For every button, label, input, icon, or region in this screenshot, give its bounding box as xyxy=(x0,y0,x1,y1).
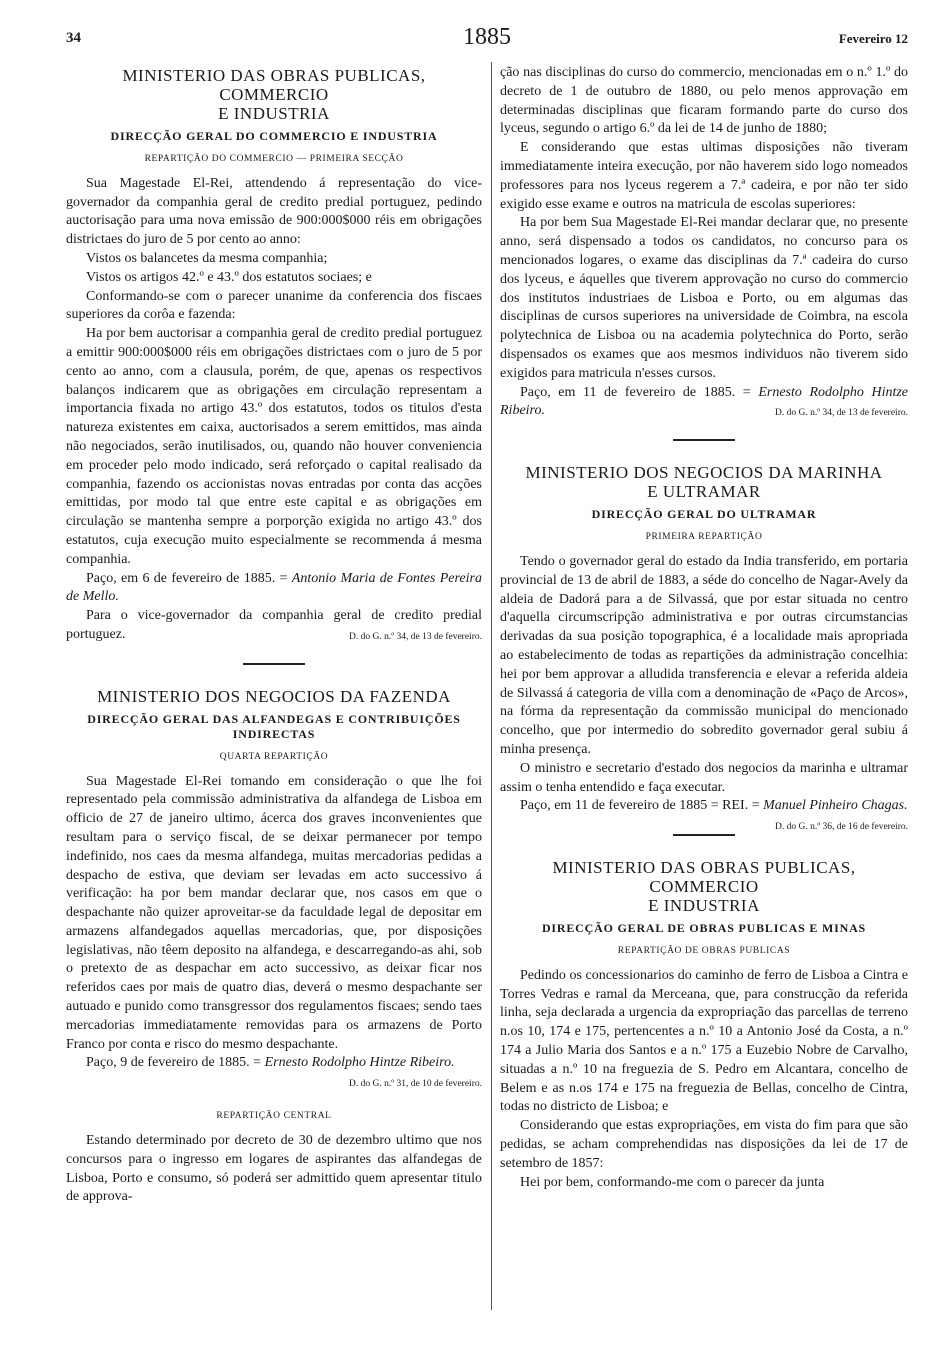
paragraph: E considerando que estas ultimas disposições não tiveram immediatamente inteira execução, por não haverem sido logo nomeados professores para nos lyceus regerem a 7.ª cadeira, e por não ter sido exigido esse exame e outros na matricula de escolas superiores: xyxy=(500,140,908,212)
page-year: 1885 xyxy=(463,24,511,50)
paragraph: Estando determinado por decreto de 30 de dezembro ultimo que nos concursos para o ingresso em logares de aspirantes das alfandegas de Lisboa, Porto e consumo, só poderá ser admittido quem apresentar titulo de approva- xyxy=(66,1133,482,1205)
signature-line: Paço, 9 de fevereiro de 1885. = Ernesto Rodolpho Hintze Ribeiro. D. do G. n.º 31, de 10 de fevereiro. xyxy=(66,1054,482,1073)
section-separator xyxy=(243,663,305,665)
left-column xyxy=(66,64,482,1207)
source-citation: D. do G. n.º 34, de 13 de fevereiro. xyxy=(348,631,482,642)
ministry-heading: MINISTERIO DOS NEGOCIOS DA MARINHA E ULTRAMAR xyxy=(525,463,883,502)
source-citation: D. do G. n.º 36, de 16 de fevereiro. xyxy=(774,822,908,833)
signature-line: Paço, em 6 de fevereiro de 1885. = Antonio Maria de Fontes Pereira de Mello. xyxy=(66,570,482,605)
paragraph: Considerando que estas expropriações, em vista do fim para que são pedidas, se acham comprehendidas nas disposições da lei de 17 de setembro de 1857: xyxy=(500,1118,908,1171)
signature-line: Paço, em 11 de fevereiro de 1885 = REI. = Manuel Pinheiro Chagas. D. do G. n.º 36, de 16 de fevereiro. xyxy=(500,797,908,816)
paragraph: Ha por bem auctorisar a companhia geral de credito predial portuguez a emittir 900:000$000 réis em obrigações districtaes com o juro de 5 por cento ao anno, com a clausula, porém, de que, apenas os respectivos balanços indicarem que as obrigações em circulação representam a importancia fixada no artigo 43.º dos estatutos, todos os titulos d'esta natureza existentes em caixa, auctorisados a serem emittidos, mas ainda não negociados, serão inutilisados, ou, quando não houver conveniencia em proceder pelo modo indicado, será reforçado o capital realisado da companhia, fazendo os accionistas novas entradas por conta das acções emittidas, por modo tal que entre este capital e as obrigações em circulação se mantenha sempre a porporção exigida no artigo 43.º dos estatutos, cuja execução muito especialmente se recommenda á mesma companhia. xyxy=(66,326,482,567)
repartition-heading: PRIMEIRA REPARTIÇÃO xyxy=(645,532,763,543)
paragraph: Tendo o governador geral do estado da India transferido, em portaria provincial de 13 de abril de 1883, a séde do concelho de Nagar-Avely da aldeia de Dadorá para a de Silvassá, que por estar situada no centro d'aquella circumscripção administrativa e por outras circumstancias derivadas da sua posição topographica, é a localidade mais apropriada ao estabelecimento de todas as repartições da administração concelhia: hei por bem approvar a alludida transferencia e elevar a referida aldeia de Silvassá á categoria de villa com a denominação de «Paço de Arcos», na fórma da representação da commissão municipal do mencionado concelho, que por intermedio do sobredito governador geral subiu á minha presença. xyxy=(500,553,908,757)
paragraph: Vistos os balancetes da mesma companhia; xyxy=(86,250,328,266)
direccao-heading: DIRECÇÃO GERAL DE OBRAS PUBLICAS E MINAS xyxy=(541,921,867,936)
source-citation: D. do G. n.º 34, de 13 de fevereiro. xyxy=(774,408,908,419)
repartition-heading: REPARTIÇÃO DE OBRAS PUBLICAS xyxy=(617,946,791,957)
direccao-heading: DIRECÇÃO GERAL DO COMMERCIO E INDUSTRIA xyxy=(110,129,438,143)
paragraph: ção nas disciplinas do curso do commercio, mencionadas em o n.º 1.º do decreto de 1 de outubro de 1880, ou pelo menos approvação em determinadas disciplinas que ficaram formando parte do curso dos lyceus, segundo o artigo 6.º da lei de 14 de junho de 1880; xyxy=(500,65,908,137)
section-separator xyxy=(673,834,735,836)
paragraph: O ministro e secretario d'estado dos negocios da marinha e ultramar assim o tenha entendido e faça executar. xyxy=(500,760,908,795)
paragraph: Conformando-se com o parecer unanime da conferencia dos fiscaes superiores da corôa e fazenda: xyxy=(66,288,482,323)
ministry-heading: MINISTERIO DAS OBRAS PUBLICAS, COMMERCIO E INDUSTRIA xyxy=(552,858,856,916)
paragraph: Pedindo os concessionarios do caminho de ferro de Lisboa a Cintra e Torres Vedras e ramal da Merceana, que, para construcção da referida linha, seja declarada a urgencia da expropriação das parcellas de terreno n.os 10, 174 e 175, pertencentes a n.º 10 a Antonio José da Costa, a n.º 174 a Julio Maria dos Santos e a n.º 175 a Euzebio Nobre de Carvalho, situadas a n.º 10 na freguezia de S. Pedro em Alcantara, concelho de Belem e as n.os 174 e 175 na freguezia de Bellas, concelho de Cintra, todas no districto de Lisboa; e xyxy=(500,967,908,1115)
page-number: 34 xyxy=(66,30,81,46)
paragraph: Para o vice-governador da companhia geral de credito predial portuguez. D. do G. n.º 34, de 13 de fevereiro. xyxy=(66,607,482,645)
right-column xyxy=(500,64,908,1192)
column-divider xyxy=(491,62,492,1310)
page-date: Fevereiro 12 xyxy=(838,31,908,46)
paragraph: Ha por bem Sua Magestade El-Rei mandar declarar que, no presente anno, será dispensado a todos os candidatos, no concurso para os mencionados logares, o exame das disciplinas da 7.ª cadeira do curso dos lyceus, e áquelles que tiverem approvação no curso do commercio dos institutos industriaes de Lisboa e Porto, ou em algumas das disciplinas de cursos superiores na universidade de Coimbra, na escola polytechnica de Lisboa ou na academia polytechnica do Porto, serão dispensados os exames que aos mesmos individuos não tiverem sido exigidos para matricula n'esses cursos. xyxy=(500,215,908,381)
source-citation: D. do G. n.º 31, de 10 de fevereiro. xyxy=(348,1079,482,1090)
section-separator xyxy=(673,439,735,441)
repartition-heading: QUARTA REPARTIÇÃO xyxy=(219,751,329,762)
direccao-heading: DIRECÇÃO GERAL DO ULTRAMAR xyxy=(591,507,817,522)
paragraph: Hei por bem, conformando-me com o parecer da junta xyxy=(520,1174,825,1190)
direccao-heading: DIRECÇÃO GERAL DAS ALFANDEGAS E CONTRIBUIÇÕES INDIRECTAS xyxy=(87,711,461,741)
paragraph: Vistos os artigos 42.º e 43.º dos estatutos sociaes; e xyxy=(86,269,372,285)
repartition-heading: REPARTIÇÃO CENTRAL xyxy=(216,1111,332,1122)
page-header xyxy=(66,24,908,54)
paragraph: Sua Magestade El-Rei, attendendo á representação do vice-governador da companhia geral de credito predial portuguez, pedindo auctorisação para uma nova emissão de 900:000$000 réis em obrigações districtaes do juro de 5 por cento ao anno: xyxy=(66,175,482,248)
repartition-heading: REPARTIÇÃO DO COMMERCIO — PRIMEIRA SECÇÃO xyxy=(144,154,404,164)
ministry-heading: MINISTERIO DOS NEGOCIOS DA FAZENDA xyxy=(97,686,451,706)
paragraph: Sua Magestade El-Rei tomando em consideração o que lhe foi representado pela commissão administrativa da alfandega de Lisboa em officio de 27 de janeiro ultimo, ácerca dos graves inconvenientes que resultam para o serviço fiscal, de se deixar permanecer por tempo indefinido, nos caes da mesma alfandega, muitas mercadorias pedidas a despacho de estiva, que deviam ser levadas em acto successivo á verificação: ha por bem mandar declarar que, nos casos em que o despachante não quizer aproveitar-se da faculdade legal de depositar em armazens alfandegados aquellas mercadorias, que, por disposições legislativas, não têem deposito na alfandega, e descarregando-as ahi, sob o pretexto de as despachar em acto successivo, as deixar ficar nos referidos caes por mais de quatro dias, deverá o mesmo despachante ser autuado e punido como transgressor dos regulamentos fiscaes; sendo taes mercadorias immediatamente removidas para os armazens de Porto Franco por conta e risco do mesmo despachante. xyxy=(66,773,482,1052)
signature-line: Paço, em 11 de fevereiro de 1885. = Ernesto Rodolpho Hintze Ribeiro. D. do G. n.º 34, de 13 de fevereiro. xyxy=(500,384,908,422)
ministry-heading: MINISTERIO DAS OBRAS PUBLICAS, COMMERCIO E INDUSTRIA xyxy=(122,66,426,123)
